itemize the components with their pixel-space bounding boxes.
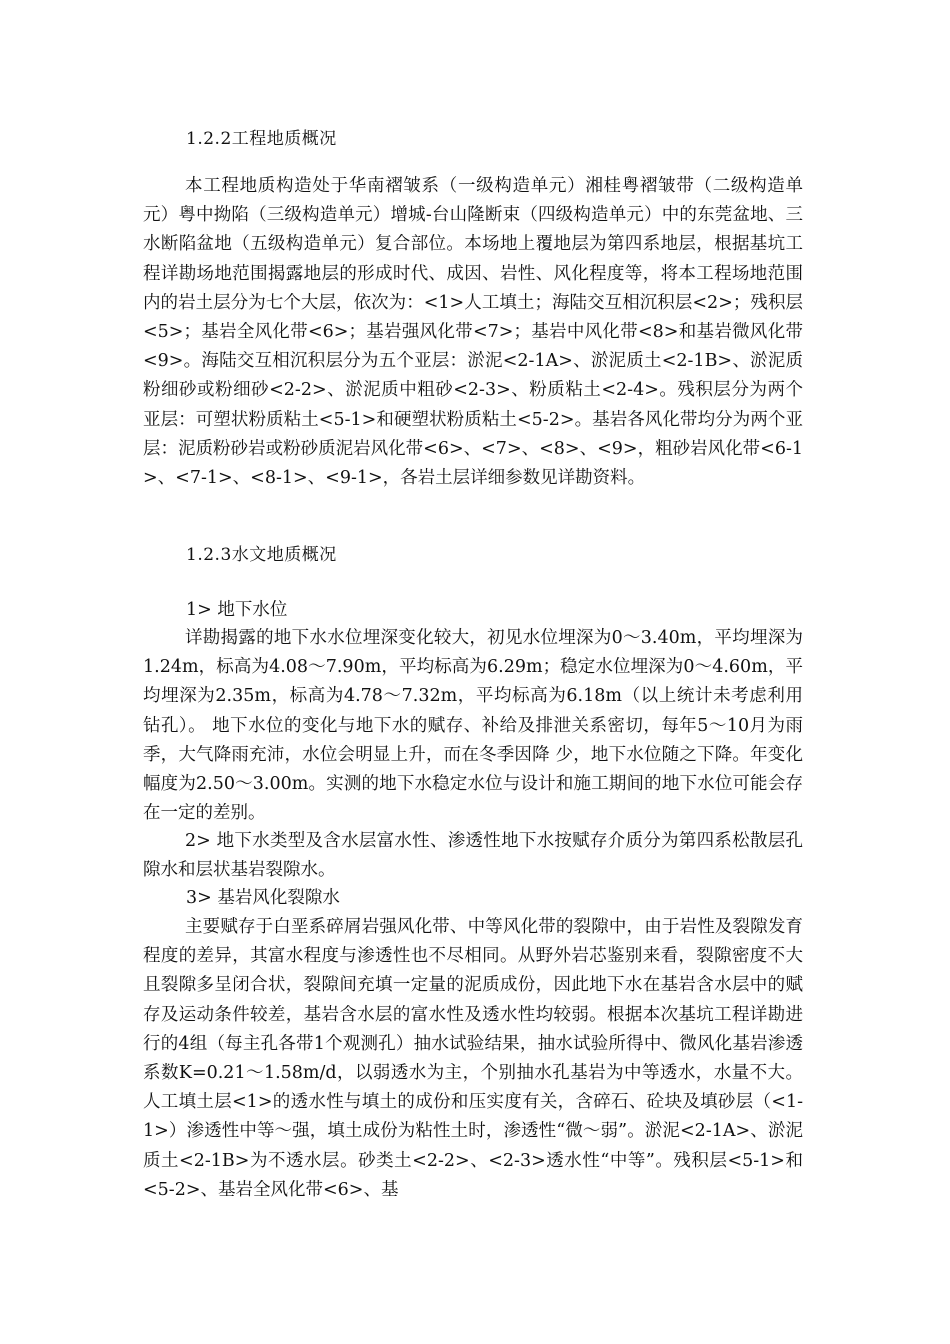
paragraph-geology: 本工程地质构造处于华南褶皱系（一级构造单元）湘桂粤褶皱带（二级构造单元）粤中拗陷（三级构造单元）增城-台山隆断束（四级构造单元）中的东莞盆地、三水断陷盆地（五级构造单元）复合部位。本场地上覆地层为第四系地层，根据基坑工程详勘场地范围揭露地层的形成时代、成因、岩性、风化程度等，将本工程场地范围内的岩土层分为七个大层，依次为：<1>人工填土；海陆交互相沉积层<2>；残积层<5>；基岩全风化带<6>；基岩强风化带<7>；基岩中风化带<8>和基岩微风化带<9>。海陆交互相沉积层分为五个亚层：淤泥<2-1A>、淤泥质土<2-1B>、淤泥质粉细砂或粉细砂<2-2>、淤泥质中粗砂<2-3>、粉质粘土<2-4>。残积层分为两个亚层：可塑状粉质粘土<5-1>和硬塑状粉质粘土<5-2>。基岩各风化带均分为两个亚层：泥质粉砂岩或粉砂质泥岩风化带<6>、<7>、<8>、<9>，粗砂岩风化带<6-1>、<7-1>、<8-1>、<9-1>，各岩土层详细参数见详勘资料。 — [143, 176, 803, 489]
section-heading-hydrogeology: 1.2.3水文地质概况 — [186, 545, 337, 565]
paragraph-groundwater-level: 详勘揭露的地下水水位埋深变化较大，初见水位埋深为0～3.40m，平均埋深为1.24m，标高为4.08～7.90m，平均标高为6.29m；稳定水位埋深为0～4.60m，平均埋深为2.35m，标高为4.78～7.32m，平均标高为6.18m（以上统计未考虑利用钻孔）。 地下水位的变化与地下水的赋存、补给及排泄关系密切，每年5～10月为雨季，大气降雨充沛，水位会明显上升，而在冬季因降 少，地下水位随之下降。年变化幅度为2.50～3.00m。实测的地下水稳定水位与设计和施工期间的地下水位可能会存在一定的差别。 — [143, 628, 803, 824]
section-heading-geology: 1.2.2工程地质概况 — [186, 129, 337, 149]
paragraph-groundwater-type: 2> 地下水类型及含水层富水性、渗透性地下水按赋存介质分为第四系松散层孔隙水和层状基岩裂隙水。 — [143, 831, 803, 881]
paragraph-bedrock-fissure-water: 主要赋存于白垩系碎屑岩强风化带、中等风化带的裂隙中，由于岩性及裂隙发育程度的差异，其富水程度与渗透性也不尽相同。从野外岩芯鉴别来看，裂隙密度不大且裂隙多呈闭合状，裂隙间充填一定量的泥质成份，因此地下水在基岩含水层中的赋存及运动条件较差，基岩含水层的富水性及透水性均较弱。根据本次基坑工程详勘进行的4组（每主孔各带1个观测孔）抽水试验结果，抽水试验所得中、微风化基岩渗透系数K=0.21～1.58m/d，以弱透水为主，个别抽水孔基岩为中等透水，水量不大。人工填土层<1>的透水性与填土的成份和压实度有关，含碎石、砼块及填砂层（<1-1>）渗透性中等～强，填土成份为粘性土时，渗透性“微～弱”。淤泥<2-1A>、淤泥质土<2-1B>为不透水层。砂类土<2-2>、<2-3>透水性“中等”。残积层<5-1>和<5-2>、基岩全风化带<6>、基 — [143, 917, 803, 1200]
subheading-bedrock-fissure-water: 3> 基岩风化裂隙水 — [186, 888, 340, 908]
subheading-groundwater-level: 1> 地下水位 — [186, 600, 288, 620]
